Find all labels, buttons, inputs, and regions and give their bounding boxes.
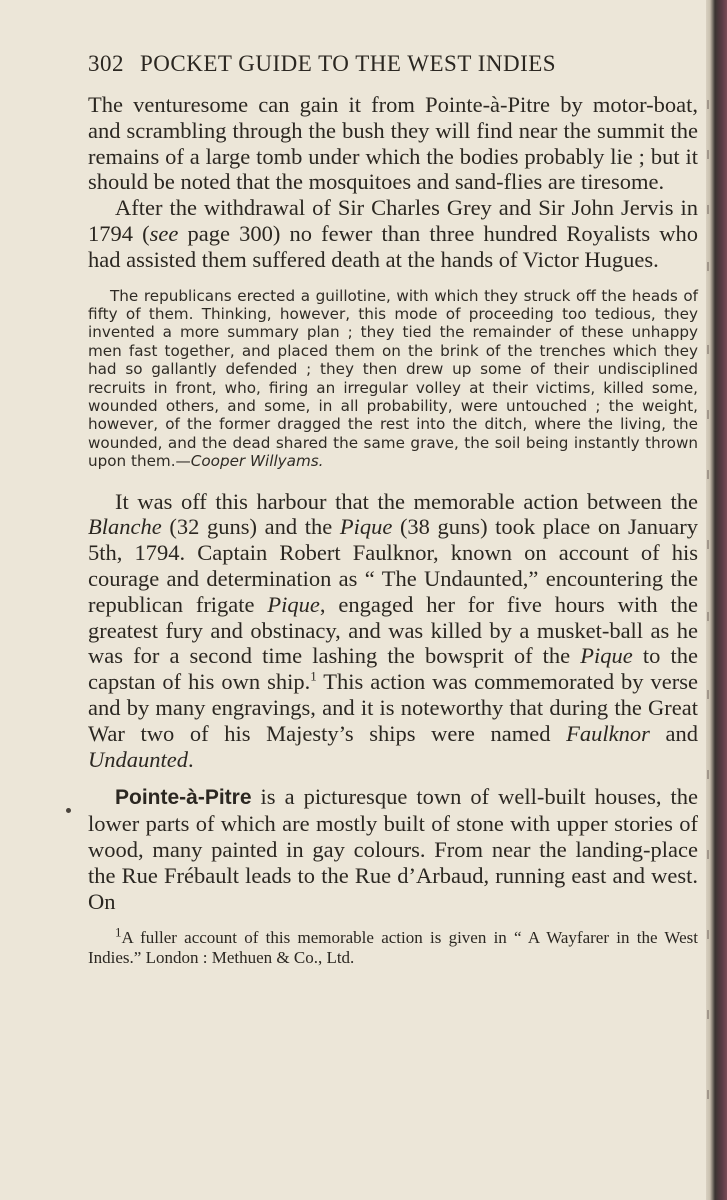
ship-name-pique: Pique [580, 643, 633, 669]
quote-text: The republicans erected a guillotine, with which they struck off the heads of fifty of them. Thinking, however, this mode of proceeding too tedious, they invented a more summary plan ; they tied the remainder of these unhappy men fast together, and placed them on the brink of the trenches which they had so gallantly defended ; they then drew up some of their undisciplined recruits in front, who, firing an irregular volley at their victims, killed some, wounded others, and some, in all probability, were untouched ; the weight, however, of the former dragged the rest into the ditch, where the living, the wounded, and the dead shared the same grave, the soil being instantly thrown upon them.— [88, 286, 698, 471]
paragraph-2-text-a: After the withdrawal of Sir Charles Grey and Sir John Jervis in 1794 ( [88, 195, 698, 246]
paragraph-3-text-e: to the capstan of his own ship. [88, 643, 698, 695]
paragraph-2 [88, 195, 698, 272]
ship-name-faulknor: Faulknor [566, 720, 650, 746]
running-title: POCKET GUIDE TO THE WEST INDIES [140, 51, 557, 76]
paragraph-3-text-g: and [649, 720, 698, 746]
ship-name-blanche: Blanche [88, 514, 162, 540]
footnote-mark: 1 [115, 924, 122, 940]
quote-attribution: Cooper Willyams. [190, 452, 324, 471]
margin-mark [66, 808, 71, 813]
paragraph-3-text-h: . [188, 746, 194, 772]
paragraph-1-text: The venturesome can gain it from Pointe-à-Pitre by motor-boat, and scrambling through the bush they will find near the summit the remains of a large tomb under which the bodies probably lie ; but it should be noted that the mosquitoes and sand-flies are tiresome. [88, 92, 698, 195]
see-reference: see [149, 220, 179, 246]
section-lead-pointe-a-pitre: Pointe-à-Pitre [115, 786, 252, 810]
ship-name-undaunted: Undaunted [88, 746, 188, 772]
ship-name-pique: Pique [339, 514, 393, 540]
footnote [88, 924, 698, 968]
page-number: 302 [88, 51, 124, 76]
footnote-marker: 1 [310, 668, 317, 684]
ship-name-pique: Pique [267, 591, 320, 617]
paragraph-4 [88, 784, 698, 914]
paragraph-3-text-d: , engaged her for five hours with the greatest fury and obstinacy, and was killed by a musket-ball as he was for a second time lashing the bowsprit of the [88, 591, 698, 669]
paragraph-3 [88, 489, 698, 773]
running-header [88, 48, 658, 80]
paragraph-3-text-f: This action was commemorated by verse and by many engravings, and it is noteworthy that during the Great War two of his Majesty’s ships were named [88, 669, 698, 746]
paragraph-4-text: is a picturesque town of well-built houses, the lower parts of which are mostly built of stone with upper stories of wood, many painted in gay colours. From near the landing-place the Rue Frébault leads to the Rue d’Arbaud, running east and west. On [88, 784, 698, 914]
footnote-text: A fuller account of this memorable action is given in “ A Wayfarer in the West Indies.” London : Methuen & Co., Ltd. [88, 928, 698, 968]
paragraph-3-text-b: (32 guns) and the [161, 514, 340, 540]
paragraph-1 [88, 92, 698, 195]
paragraph-3-text-a: It was off this harbour that the memorable action between the [115, 488, 698, 514]
block-quote [88, 287, 698, 471]
paragraph-2-text-b: page 300) no fewer than three hundred Royalists who had assisted them suffered death at the hands of Victor Hugues. [88, 220, 698, 272]
paragraph-3-text-c: (38 guns) took place on January 5th, 1794. Captain Robert Faulknor, known on account of his courage and determination as “ The Undaunted,” encountering the republican frigate [88, 514, 698, 617]
page-body [88, 92, 698, 968]
gutter-marks [706, 0, 712, 1200]
